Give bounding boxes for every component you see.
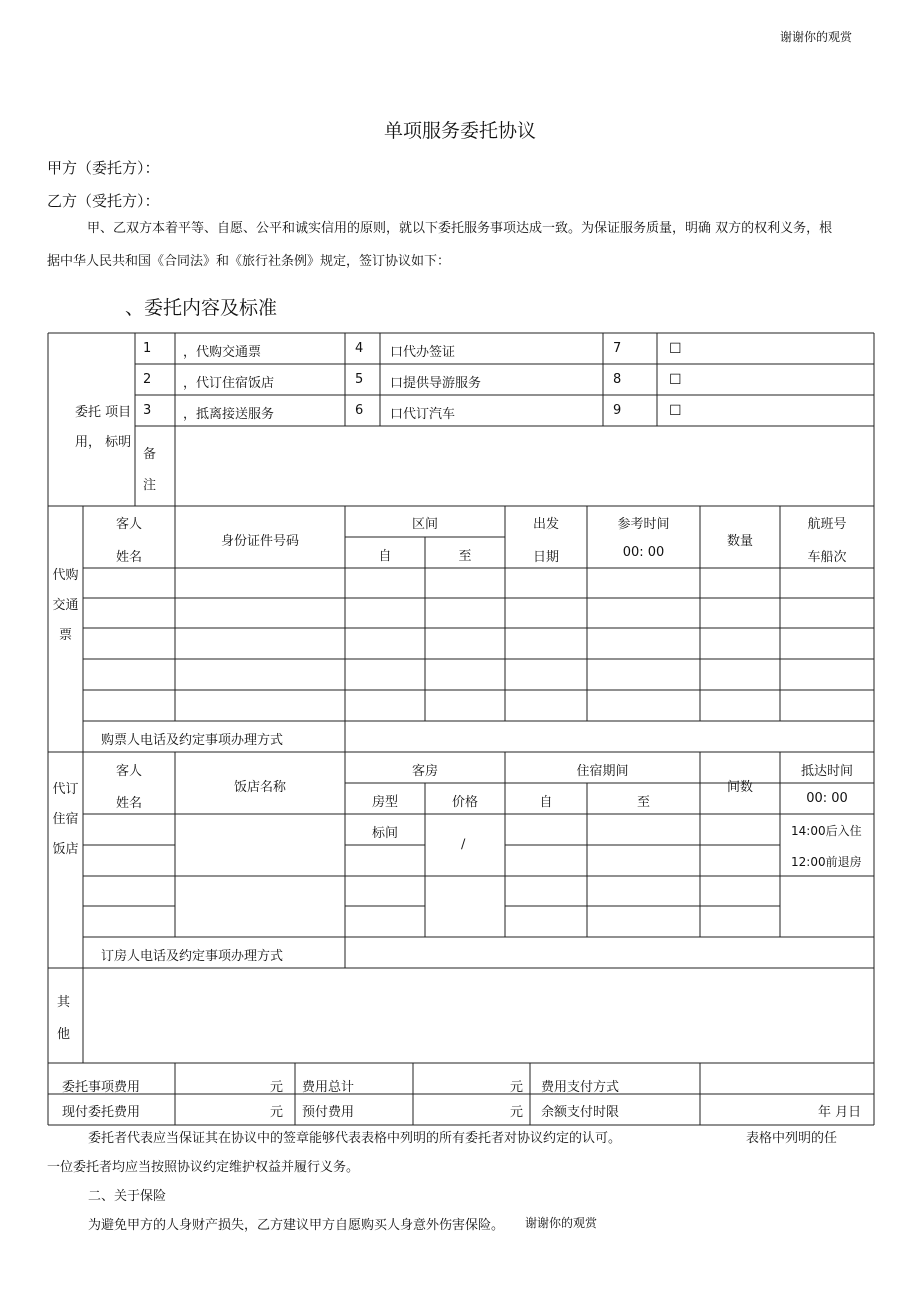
ticket-guest-header: 姓名: [115, 550, 142, 565]
total-unit: 元: [510, 1080, 524, 1095]
fee-unit: 元: [270, 1080, 284, 1095]
ticket-flight-header: 车船次: [807, 550, 847, 565]
item-number: 6: [355, 403, 364, 418]
hotel-arrive-format: 00: 00: [806, 791, 848, 806]
ticket-depart-header: 出发: [532, 517, 559, 532]
checkbox-icon[interactable]: ☐: [669, 341, 682, 357]
item-transfer: ，抵离接送服务: [183, 407, 275, 422]
item-number: 5: [355, 372, 364, 387]
balance-label: 余额支付时限: [541, 1105, 620, 1120]
hotel-guest-header: 客人: [115, 764, 142, 779]
ticket-contact-label: 购票人电话及约定事项办理方式: [101, 733, 284, 748]
footer-watermark: 谢谢你的观赏: [525, 1216, 598, 1230]
ticket-side-label: 代购交通票: [52, 568, 79, 643]
hotel-name-header: 饭店名称: [233, 780, 286, 795]
hotel-period-header: 住宿期间: [576, 764, 629, 779]
item-number: 9: [613, 403, 622, 418]
balance-date: 年 月日: [818, 1105, 862, 1120]
method-label: 费用支付方式: [541, 1080, 620, 1095]
hotel-price-slash: /: [461, 837, 466, 852]
hotel-from-header: 自: [539, 795, 553, 810]
ticket-guest-header: 客人: [115, 517, 142, 532]
item-number: 3: [143, 403, 152, 418]
hotel-checkin-note: 14:00后入住: [791, 824, 862, 838]
prepaid-label: 预付费用: [302, 1105, 355, 1120]
hotel-price-header: 价格: [451, 795, 478, 810]
item-number: 4: [355, 341, 364, 356]
remark-label-2: 注: [143, 478, 157, 493]
ticket-section-header: 区间: [411, 517, 438, 532]
hotel-side-label: 代订住宿饭店: [52, 782, 79, 857]
items-label-line-2: 用， 标明: [75, 435, 132, 450]
item-number: 1: [143, 341, 152, 356]
item-guide: 口提供导游服务: [390, 376, 482, 391]
hotel-checkout-note: 12:00前退房: [791, 855, 862, 869]
hotel-to-header: 至: [636, 795, 650, 810]
remark-label-1: 备: [143, 447, 157, 462]
total-label: 费用总计: [302, 1080, 355, 1095]
item-book-hotel: ，代订住宿饭店: [183, 376, 275, 391]
insurance-text: 为避免甲方的人身财产损失，乙方建议甲方自愿购买人身意外伤害保险。: [88, 1218, 505, 1233]
ticket-qty-header: 数量: [726, 534, 753, 549]
ticket-from-header: 自: [378, 549, 392, 564]
item-number: 2: [143, 372, 152, 387]
ticket-flight-header: 航班号: [807, 517, 847, 532]
ticket-to-header: 至: [458, 549, 472, 564]
hotel-room-header: 客房: [411, 764, 438, 779]
hotel-type-header: 房型: [371, 795, 398, 810]
hotel-count-header: 间数: [726, 780, 753, 795]
section-2-title: 二、关于保险: [88, 1189, 167, 1204]
items-label-line-1: 委托 项目: [75, 405, 132, 420]
intro-line-2: 据中华人民共和国《合同法》和《旅行社条例》规定，签订协议如下：: [47, 254, 451, 269]
ticket-time-format: 00: 00: [622, 545, 665, 560]
paid-label: 现付委托费用: [62, 1105, 141, 1120]
item-number: 8: [613, 372, 622, 387]
clause-line-2: 一位委托者均应当按照协议约定维护权益并履行义务。: [47, 1160, 360, 1175]
hotel-contact-label: 订房人电话及约定事项办理方式: [101, 949, 284, 964]
item-car: 口代订汽车: [390, 407, 456, 422]
intro-line-1: 甲、乙双方本着平等、自愿、公平和诚实信用的原则，就以下委托服务事项达成一致。为保证服务质量，明确 双方的权利义务，根: [87, 221, 833, 236]
ticket-id-header: 身份证件号码: [220, 534, 299, 549]
prepaid-unit: 元: [510, 1105, 524, 1120]
hotel-standard-room: 标间: [372, 826, 399, 841]
other-label-2: 他: [57, 1027, 71, 1042]
hotel-guest-header: 姓名: [115, 796, 142, 811]
checkbox-icon[interactable]: ☐: [669, 403, 682, 419]
ticket-depart-header: 日期: [532, 550, 559, 565]
other-label-1: 其: [57, 995, 71, 1010]
ticket-time-header: 参考时间: [617, 517, 670, 532]
item-buy-tickets: ，代购交通票: [183, 345, 262, 360]
paid-unit: 元: [270, 1105, 284, 1120]
party-a-label: 甲方（委托方）：: [47, 159, 160, 177]
item-number: 7: [613, 341, 622, 356]
clause-line-1-end: 表格中列明的任: [746, 1131, 838, 1146]
hotel-arrive-header: 抵达时间: [800, 764, 853, 779]
header-watermark: 谢谢你的观赏: [780, 30, 853, 44]
item-visa: 口代办签证: [390, 345, 456, 360]
clause-line-1: 委托者代表应当保证其在协议中的签章能够代表表格中列明的所有委托者对协议约定的认可。: [88, 1131, 622, 1146]
checkbox-icon[interactable]: ☐: [669, 372, 682, 388]
party-b-label: 乙方（受托方）：: [47, 192, 160, 210]
fee-label: 委托事项费用: [62, 1080, 141, 1095]
section-1-title: 、委托内容及标准: [125, 297, 278, 319]
document-title: 单项服务委托协议: [383, 120, 536, 142]
